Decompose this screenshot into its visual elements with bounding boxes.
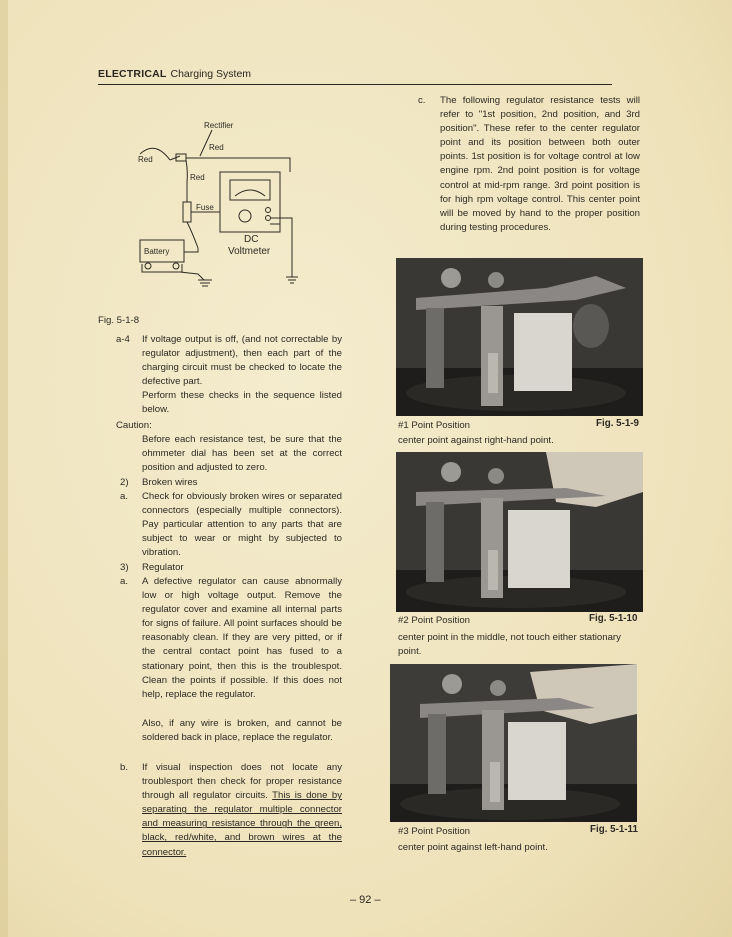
figure-description: center point against left-hand point. bbox=[398, 842, 548, 853]
figure-title: #3 Point Position bbox=[398, 826, 470, 837]
figure-title: #2 Point Position bbox=[398, 615, 470, 626]
figure-description: center point against right-hand point. bbox=[398, 435, 554, 446]
point-position-2-photo bbox=[396, 452, 643, 612]
item-marker: 3) bbox=[120, 562, 129, 573]
voltmeter-label-line1: DC bbox=[244, 234, 259, 245]
page-number: – 92 – bbox=[350, 894, 381, 906]
charging-circuit-diagram bbox=[120, 112, 320, 292]
left-column bbox=[98, 333, 348, 873]
subsection-title: Charging System bbox=[170, 68, 252, 80]
figure-number: Fig. 5-1-9 bbox=[596, 418, 640, 429]
section-title: ELECTRICAL bbox=[98, 68, 167, 80]
figure-label: Fig. 5-1-8 bbox=[98, 315, 140, 326]
rectifier-label: Rectifier bbox=[204, 121, 234, 130]
paragraph: A defective regulator can cause abnormally low or high voltage output. Remove the regulator cover and examine all internal parts for signs of failure. All point surfaces should be reasonably clean. If they are very pitted, or if the central contact point has fused to a stationary point, then this is the troublespot. Clean the points if possible. If this does not help, replace the regulator. bbox=[142, 576, 342, 700]
paragraph: Check for obviously broken wires or separated connectors (especially multiple connectors). Pay particular attention to any parts that are subject to wear or might by subjected to vibration. bbox=[142, 491, 342, 559]
figure-number: Fig. 5-1-10 bbox=[589, 613, 638, 624]
figure-description: center point in the middle, not touch either stationary point. bbox=[398, 632, 621, 657]
item-marker: a. bbox=[120, 576, 129, 587]
paragraph: If voltage output is off, (and not correctable by regulator adjustment), then each part of the charging circuit must be checked to locate the defective part. bbox=[142, 334, 342, 388]
voltmeter-label-line2: Voltmeter bbox=[228, 246, 271, 257]
paragraph-text: If visual inspection does not locate any troublesport then check for proper resistance through all regulator circuits. bbox=[142, 762, 342, 802]
wire-red-label: Red bbox=[190, 173, 205, 182]
paragraph bbox=[142, 761, 342, 860]
wire-red-label: Red bbox=[138, 155, 153, 164]
page-header bbox=[98, 68, 612, 85]
item-marker: c. bbox=[418, 95, 426, 106]
item-marker: 2) bbox=[120, 477, 129, 488]
paragraph: Before each resistance test, be sure that the ohmmeter dial has been set at the correct position and adjusted to zero. bbox=[142, 434, 342, 474]
item-title: Regulator bbox=[142, 562, 184, 573]
figure-title: #1 Point Position bbox=[398, 420, 470, 431]
page-edge bbox=[0, 0, 8, 937]
right-column-text bbox=[418, 94, 643, 254]
wire-red-label: Red bbox=[209, 143, 224, 152]
item-marker: a. bbox=[120, 491, 129, 502]
paragraph: Also, if any wire is broken, and cannot be soldered back in place, replace the regulator. bbox=[142, 718, 342, 744]
caution-label: Caution: bbox=[116, 420, 152, 431]
paragraph: The following regulator resistance tests will refer to "1st position, 2nd position, and 3rd position". These refer to the center regulator point and its position between both outer points. 1st position is for voltage control at low engine rpm. 2nd point position is for voltage control at mid-rpm range. 3rd point position is for high rpm voltage control. This center point will be moved by hand to the proper position during testing procedures. bbox=[440, 95, 640, 233]
paragraph: Perform these checks in the sequence listed below. bbox=[142, 390, 342, 416]
point-position-1-photo bbox=[396, 258, 643, 416]
item-marker: b. bbox=[120, 762, 129, 773]
fuse-label: Fuse bbox=[196, 203, 214, 212]
item-marker: a-4 bbox=[116, 334, 130, 345]
underlined-text: This is done by separating the regulator multiple connector and measuring resistance through the green, black, red/white, and brown wires at the connector. bbox=[142, 790, 343, 858]
point-position-3-photo bbox=[390, 664, 637, 822]
figure-number: Fig. 5-1-11 bbox=[590, 824, 638, 835]
battery-label: Battery bbox=[144, 247, 170, 256]
item-title: Broken wires bbox=[142, 477, 198, 488]
